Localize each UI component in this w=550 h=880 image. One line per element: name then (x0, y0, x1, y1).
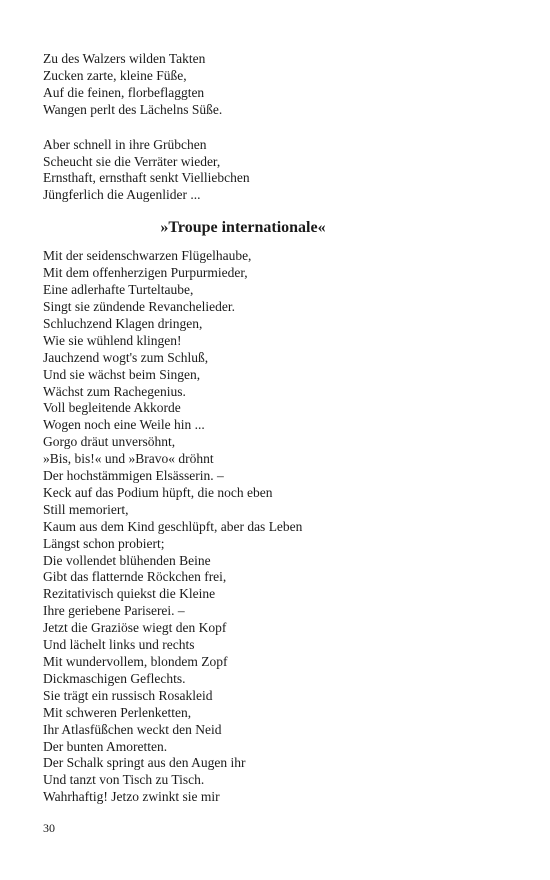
verse-line: Und sie wächst beim Singen, (43, 366, 201, 382)
poem-heading: »Troupe internationale« (160, 219, 326, 237)
verse-line: Wogen noch eine Weile hin ... (43, 417, 205, 433)
verse-line: Jauchzend wogt's zum Schluß, (43, 349, 209, 365)
verse-line: Wie sie wühlend klingen! (43, 332, 182, 348)
verse-line: Gorgo dräut unversöhnt, (43, 434, 176, 450)
verse-line: Wächst zum Rachegenius. (43, 383, 186, 399)
verse-line: Singt sie zündende Revanchelieder. (43, 298, 235, 314)
verse-line: Der bunten Amoretten. (43, 738, 168, 754)
book-page (43, 51, 513, 806)
verse-line: Und lächelt links und rechts (43, 637, 195, 653)
verse-line: Still memoriert, (43, 501, 129, 517)
verse-line: Wangen perlt des Lächelns Süße. (43, 101, 223, 117)
verse-line: Mit schweren Perlenketten, (43, 704, 192, 720)
verse-line: Mit dem offenherzigen Purpurmieder, (43, 265, 248, 281)
verse-line: Auf die feinen, florbeflaggten (43, 84, 205, 100)
verse-line: Ihre geriebene Pariserei. – (43, 603, 185, 619)
verse-line: Längst schon probiert; (43, 535, 165, 551)
stanza-2 (43, 137, 513, 205)
verse-line: Mit wundervollem, blondem Zopf (43, 654, 228, 669)
verse-line: Gibt das flatternde Röckchen frei, (43, 569, 227, 585)
verse-line: Mit der seidenschwarzen Flügelhaube, (43, 248, 252, 264)
verse-line: Schluchzend Klagen dringen, (43, 315, 203, 331)
verse-line: Ernsthaft, ernsthaft senkt Vielliebchen (43, 170, 250, 186)
verse-line: Jetzt die Graziöse wiegt den Kopf (43, 620, 227, 636)
verse-line: Scheucht sie die Verräter wieder, (43, 153, 221, 169)
verse-line: Voll begleitende Akkorde (43, 400, 181, 416)
verse-line: Sie trägt ein russisch Rosakleid (43, 687, 213, 703)
verse-line: Der hochstämmigen Elsässerin. – (43, 468, 224, 484)
verse-line: Keck auf das Podium hüpft, die noch eben (43, 484, 273, 500)
page-number: 30 (43, 821, 55, 835)
verse-line: Eine adlerhafte Turteltaube, (43, 282, 194, 298)
stanza-gap (43, 119, 513, 137)
verse-line: Ihr Atlasfüßchen weckt den Neid (43, 721, 222, 737)
verse-line: Dickmaschigen Geflechts. (43, 670, 186, 686)
verse-line: Und tanzt von Tisch zu Tisch. (43, 772, 205, 788)
stanza-1 (43, 51, 513, 119)
verse-line: Jüngferlich die Augenlider ... (43, 187, 201, 203)
verse-line: Der Schalk springt aus den Augen ihr (43, 755, 246, 771)
verse-line: Rezitativisch quiekst die Kleine (43, 586, 216, 602)
verse-line: Wahrhaftig! Jetzo zwinkt sie mir (43, 789, 220, 805)
verse-line: Aber schnell in ihre Grübchen (43, 136, 207, 152)
verse-line: Zucken zarte, kleine Füße, (43, 67, 187, 83)
verse-line: »Bis, bis!« und »Bravo« dröhnt (43, 451, 214, 467)
verse-line: Die vollendet blühenden Beine (43, 552, 211, 568)
verse-line: Zu des Walzers wilden Takten (43, 51, 206, 66)
verse-line: Kaum aus dem Kind geschlüpft, aber das Leben (43, 518, 303, 534)
stanza-3 (43, 248, 513, 806)
